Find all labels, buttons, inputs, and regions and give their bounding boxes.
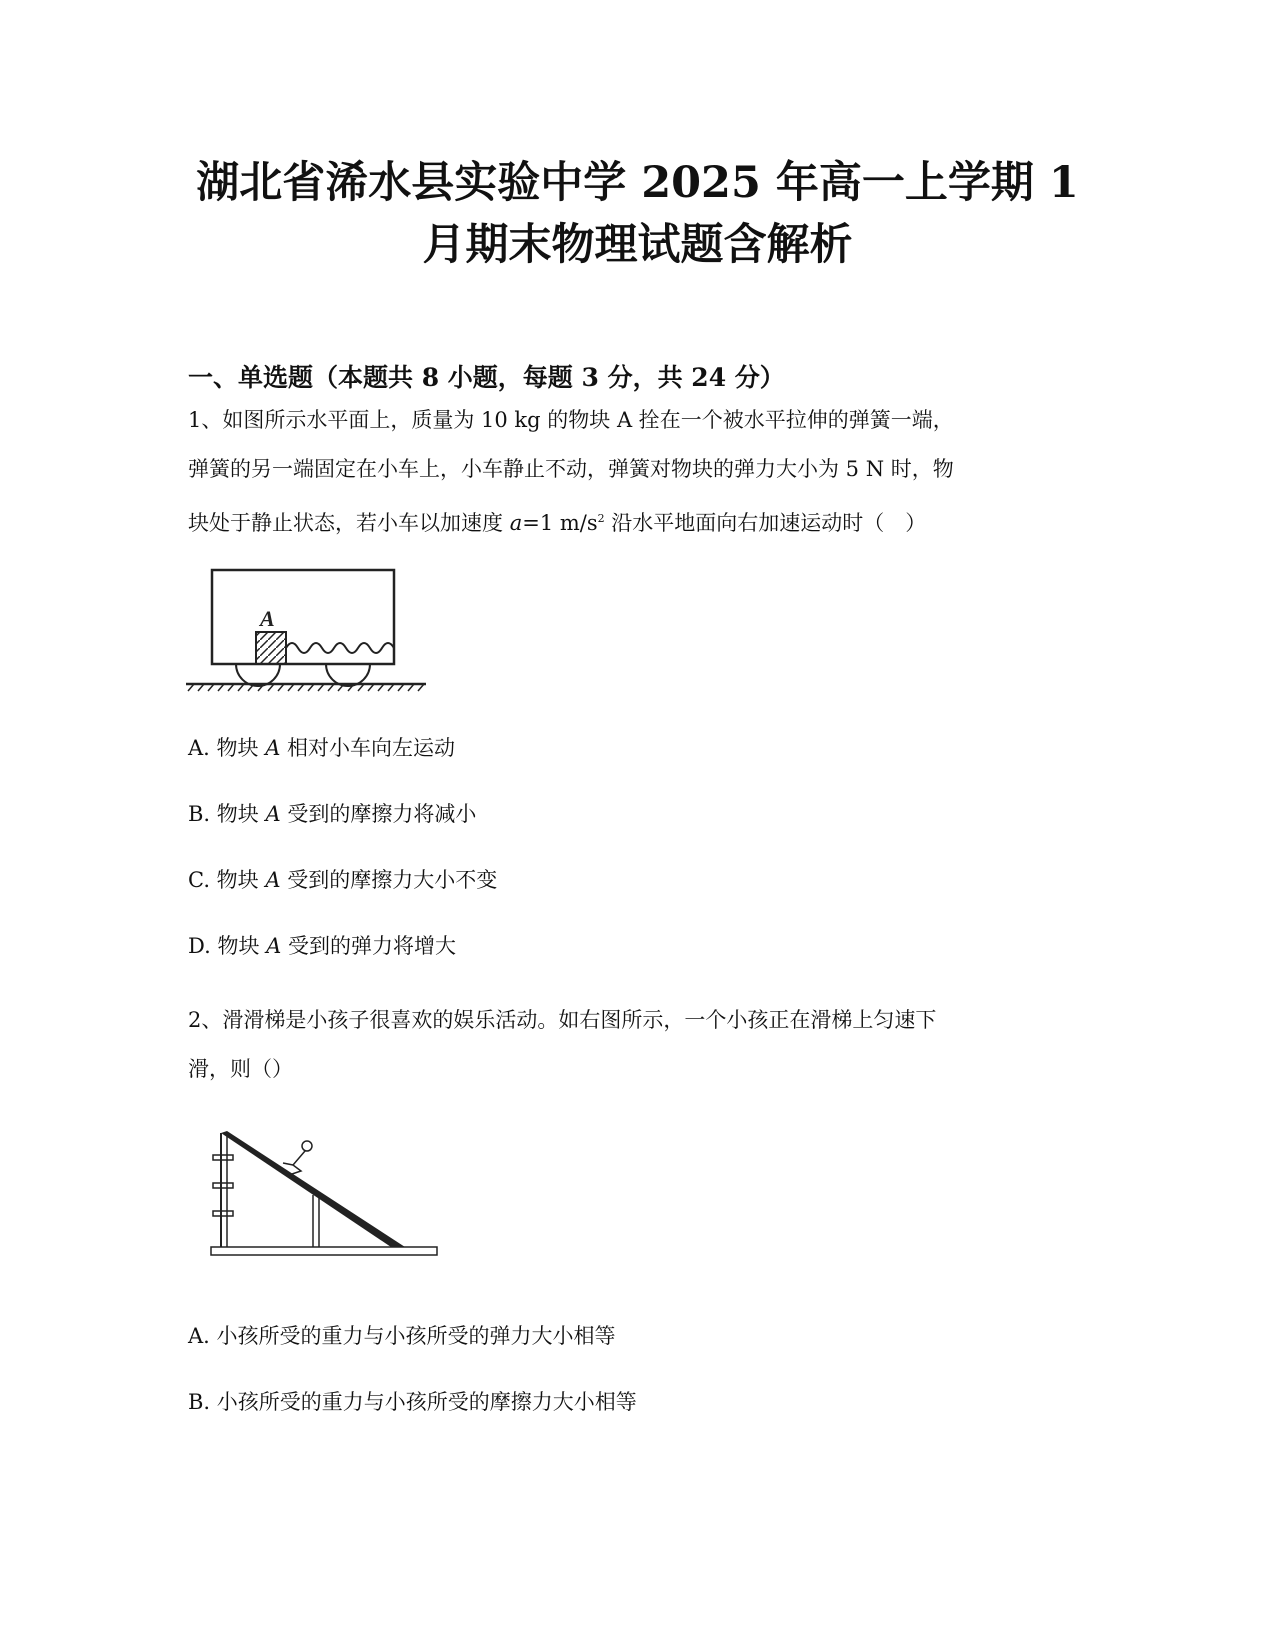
child-figure bbox=[283, 1141, 312, 1175]
spring bbox=[286, 643, 394, 653]
cart-body bbox=[212, 570, 394, 664]
question-2-option-a: A. 小孩所受的重力与小孩所受的弹力大小相等 bbox=[188, 1324, 616, 1348]
title-line-1: 湖北省浠水县实验中学 2025 年高一上学期 1 bbox=[196, 158, 1079, 208]
cart-spring-figure bbox=[180, 560, 440, 700]
question-1 bbox=[188, 396, 1088, 548]
question-1-option-b: B. 物块 A 受到的摩擦力将减小 bbox=[188, 802, 477, 826]
question-1-option-d: D. 物块 A 受到的弹力将增大 bbox=[188, 934, 456, 958]
slide-base bbox=[211, 1247, 437, 1255]
question-1-option-c: C. 物块 A 受到的摩擦力大小不变 bbox=[188, 868, 498, 892]
cart-wheel-left bbox=[236, 664, 280, 686]
cart-wheel-right bbox=[326, 664, 370, 686]
question-1-line-2: 弹簧的另一端固定在小车上，小车静止不动，弹簧对物块的弹力大小为 5 N 时，物 bbox=[188, 457, 954, 481]
question-1-line-1: 1、如图所示水平面上，质量为 10 kg 的物块 A 拴在一个被水平拉伸的弹簧一端， bbox=[188, 408, 954, 432]
ladder-step-3 bbox=[213, 1211, 233, 1216]
question-1-option-a: A. 物块 A 相对小车向左运动 bbox=[188, 736, 456, 760]
question-2-option-b: B. 小孩所受的重力与小孩所受的摩擦力大小相等 bbox=[188, 1390, 637, 1414]
question-2-line-1: 2、滑滑梯是小孩子很喜欢的娱乐活动。如右图所示，一个小孩正在滑梯上匀速下 bbox=[188, 1008, 937, 1032]
ladder-step-2 bbox=[213, 1183, 233, 1188]
question-1-line-3: 块处于静止状态，若小车以加速度 a=1 $m/s^2$ 沿水平地面向右加速运动时（ ） bbox=[188, 511, 927, 535]
question-2-line-2: 滑，则（） bbox=[188, 1057, 293, 1081]
block-a bbox=[256, 632, 286, 664]
title-line-2: 月期末物理试题含解析 bbox=[422, 220, 853, 270]
section-heading: 一、单选题（本题共 8 小题，每题 3 分，共 24 分） bbox=[188, 363, 785, 392]
block-a-label: A bbox=[260, 606, 275, 631]
page-title bbox=[120, 152, 1155, 276]
question-2 bbox=[188, 996, 1088, 1094]
ladder-step-1 bbox=[213, 1155, 233, 1160]
slide-figure bbox=[205, 1125, 445, 1265]
